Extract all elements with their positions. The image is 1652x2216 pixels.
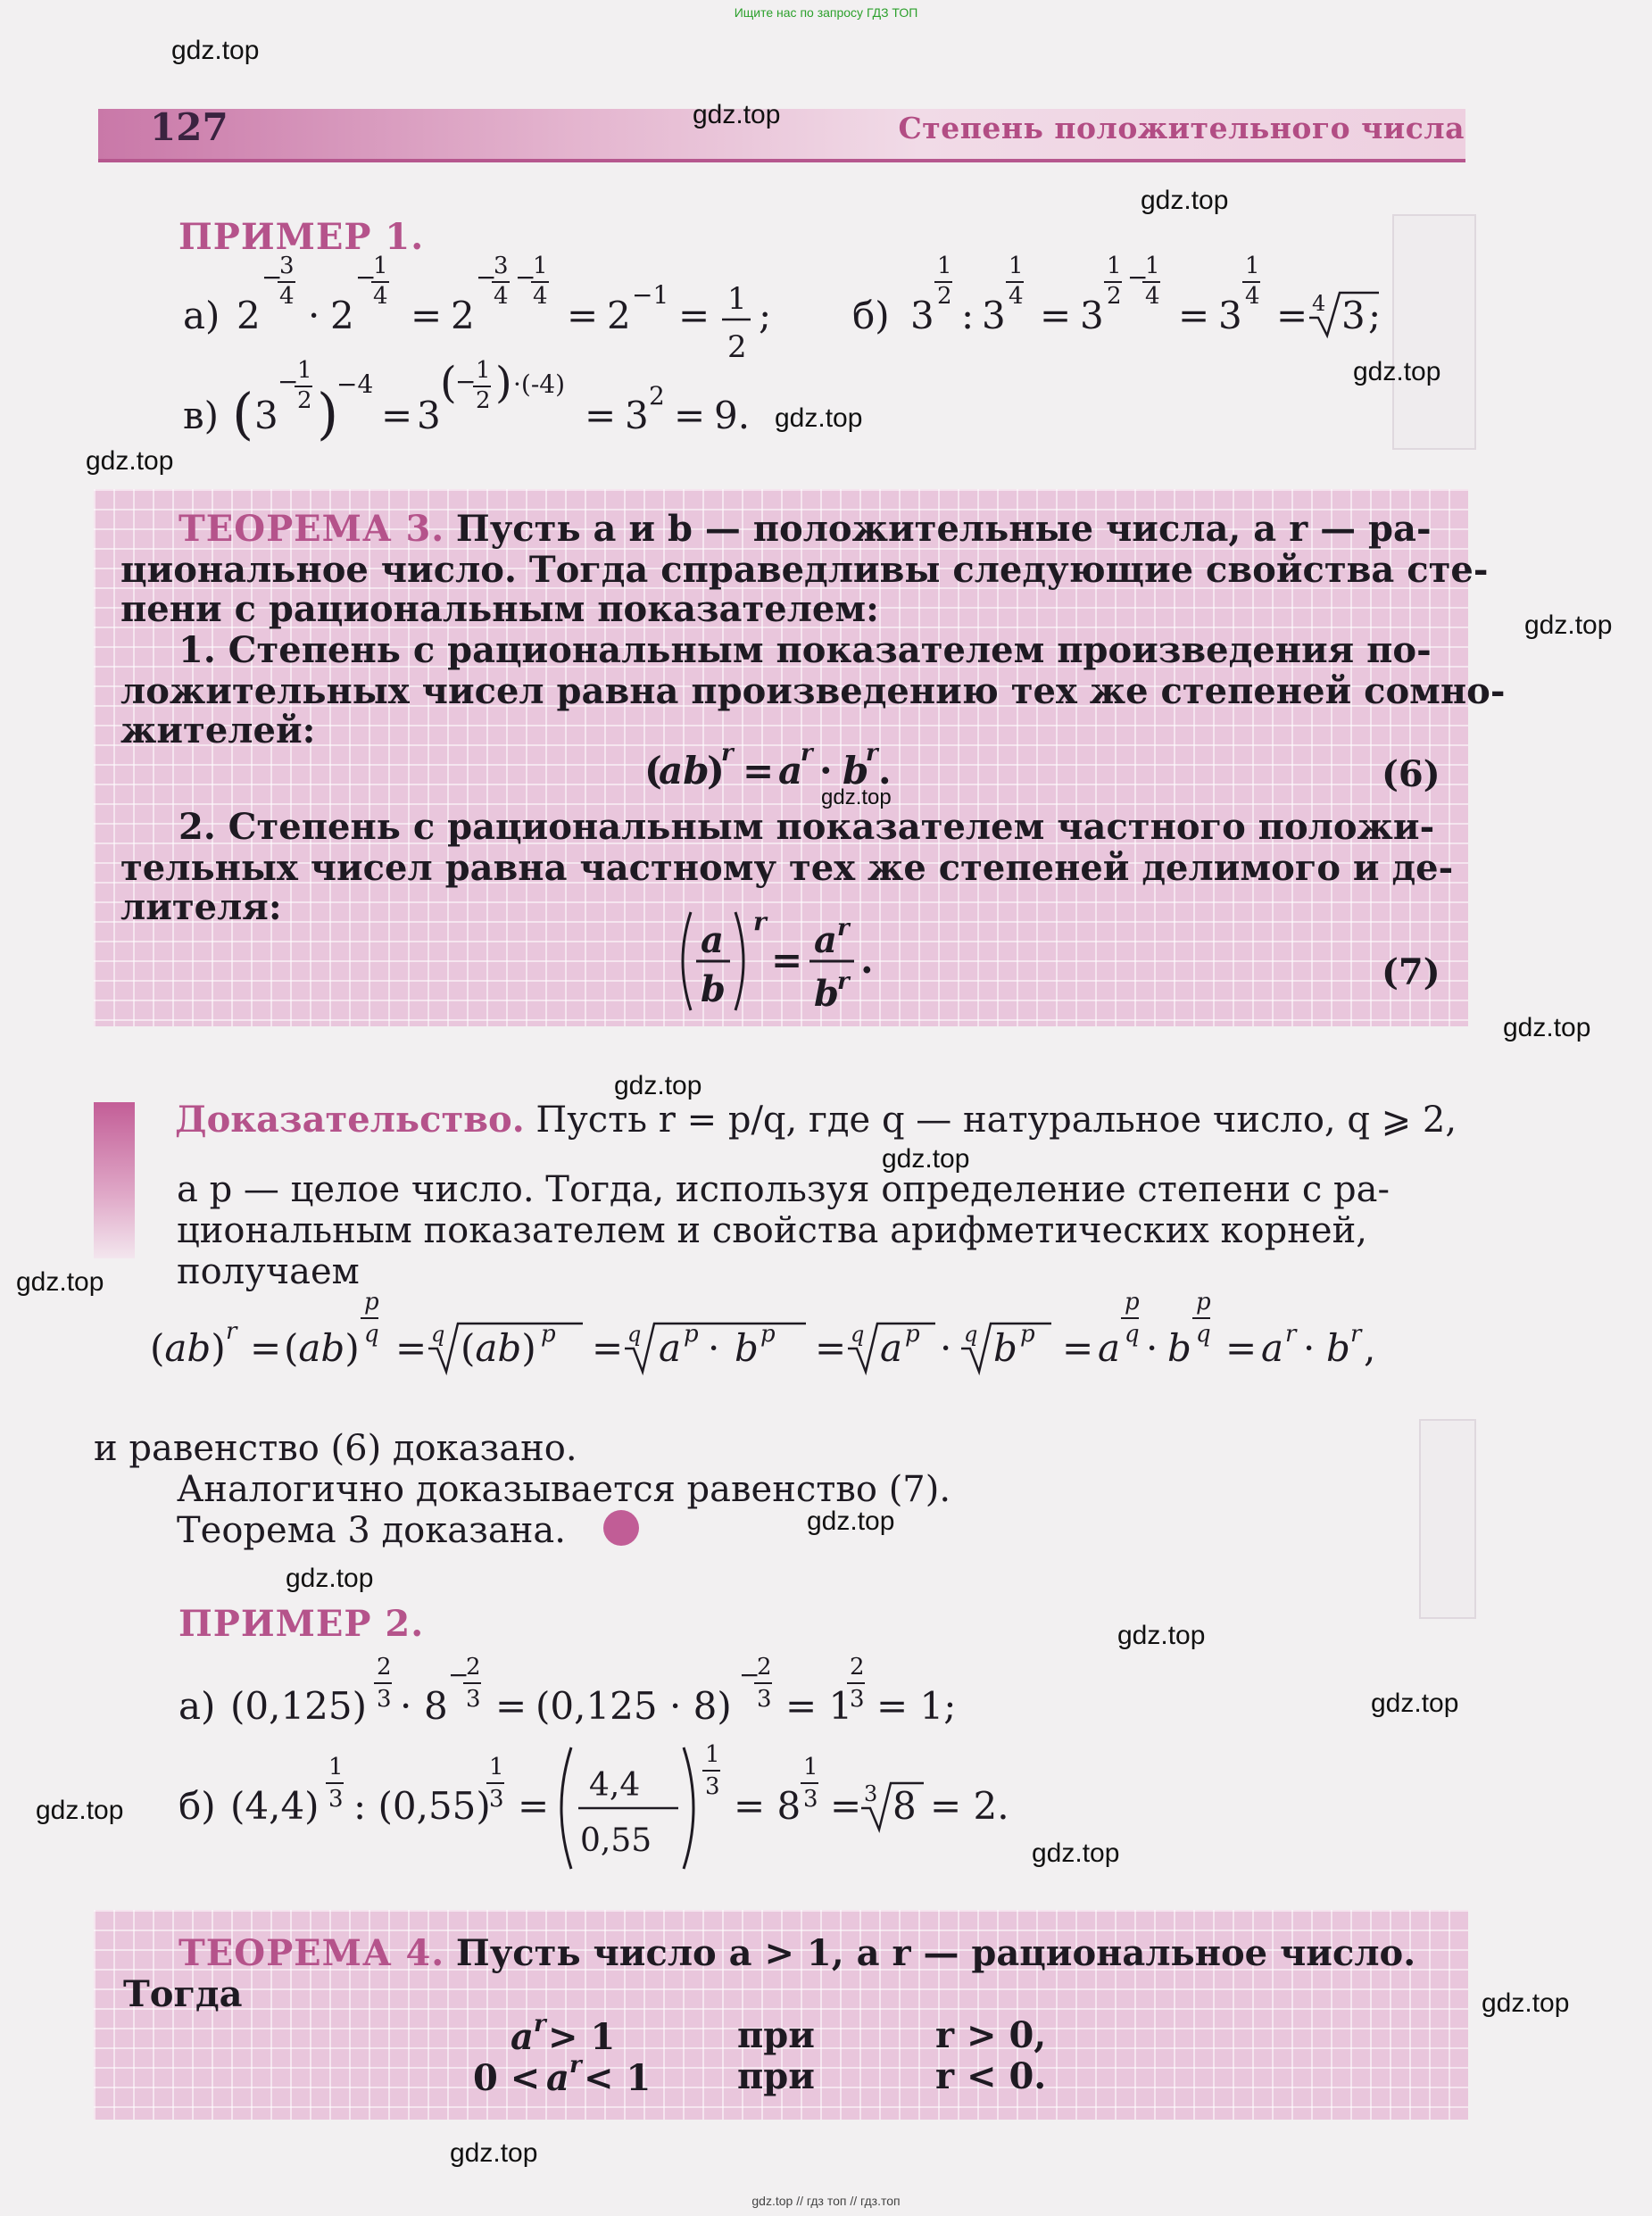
proof-line6: Аналогично доказывается равенство (7). bbox=[177, 1469, 951, 1510]
svg-text:p: p bbox=[760, 1321, 776, 1348]
svg-text:): ) bbox=[495, 358, 512, 408]
svg-text:·: · bbox=[308, 294, 320, 337]
svg-text:2: 2 bbox=[850, 1654, 865, 1681]
svg-text:q: q bbox=[1196, 1321, 1211, 1348]
svg-text:3: 3 bbox=[705, 1773, 720, 1800]
svg-text:3: 3 bbox=[417, 394, 441, 437]
svg-text:2: 2 bbox=[330, 294, 354, 337]
svg-text:2: 2 bbox=[297, 387, 312, 414]
svg-text:1: 1 bbox=[705, 1741, 720, 1768]
svg-text:(0,125 · 8): (0,125 · 8) bbox=[535, 1684, 732, 1728]
svg-text:в): в) bbox=[183, 394, 220, 437]
svg-text:1: 1 bbox=[803, 1754, 818, 1780]
svg-text:0 <: 0 < bbox=[473, 2057, 541, 2099]
svg-text:·: · bbox=[1146, 1326, 1158, 1370]
svg-text:= 1: = 1 bbox=[785, 1684, 853, 1728]
watermark-gdz-top: gdz.top bbox=[614, 1071, 702, 1100]
svg-text:a: a bbox=[778, 749, 803, 793]
theorem3-intro-line1: Пусть a и b — положительные числа, а r — ра- bbox=[455, 508, 1432, 550]
svg-text:2: 2 bbox=[757, 1654, 772, 1681]
svg-text:r: r bbox=[721, 740, 734, 767]
svg-text:4: 4 bbox=[1312, 291, 1326, 316]
watermark-gdz-top: gdz.top bbox=[807, 1506, 895, 1536]
proof-line7: Теорема 3 доказана. bbox=[177, 1510, 566, 1551]
proof-title: Доказательство. bbox=[175, 1099, 525, 1141]
svg-text:−: − bbox=[278, 367, 299, 396]
svg-text:r: r bbox=[866, 740, 878, 767]
svg-text:2: 2 bbox=[1107, 283, 1122, 310]
theorem4-row2-formula bbox=[473, 2052, 669, 2101]
svg-text:p: p bbox=[905, 1321, 920, 1348]
svg-text:3: 3 bbox=[864, 1781, 878, 1806]
svg-text:(: ( bbox=[232, 381, 254, 446]
svg-text:=: = bbox=[674, 394, 706, 437]
page-number: 127 bbox=[150, 105, 228, 149]
proof-formula bbox=[150, 1290, 1417, 1415]
svg-text::: : bbox=[961, 294, 975, 337]
svg-text:3: 3 bbox=[1341, 294, 1366, 337]
svg-text:p: p bbox=[684, 1321, 699, 1348]
svg-text:=: = bbox=[1225, 1326, 1258, 1370]
svg-text:(: ( bbox=[644, 749, 662, 793]
watermark-gdz-top: gdz.top bbox=[1524, 610, 1613, 640]
svg-text:=: = bbox=[518, 1784, 550, 1828]
svg-text:a: a bbox=[880, 1326, 903, 1370]
svg-text:4,4: 4,4 bbox=[589, 1767, 641, 1804]
watermark-gdz-top: gdz.top bbox=[1141, 186, 1229, 215]
svg-text:4: 4 bbox=[279, 283, 295, 310]
theorem3-intro-line3: пени с рациональным показателем: bbox=[120, 588, 879, 630]
watermark-gdz-top: gdz.top bbox=[1503, 1013, 1591, 1042]
svg-text:=: = bbox=[567, 294, 599, 337]
svg-text:a: a bbox=[814, 919, 837, 961]
svg-text:(ab): (ab) bbox=[150, 1326, 226, 1370]
svg-text:а): а) bbox=[183, 294, 220, 337]
svg-text:r: r bbox=[1285, 1321, 1297, 1348]
svg-text:q: q bbox=[627, 1322, 642, 1347]
svg-text:3: 3 bbox=[757, 1686, 772, 1713]
theorem3-heading: ТЕОРЕМА 3. bbox=[178, 508, 445, 550]
watermark-gdz-top: gdz.top bbox=[1353, 357, 1441, 386]
formula-7 bbox=[671, 903, 903, 1037]
theorem3-property2-line2: тельных чисел равна частному тех же степеней делимого и де- bbox=[120, 847, 1454, 889]
watermark-gdz-top: gdz.top bbox=[86, 446, 174, 476]
svg-text:p: p bbox=[541, 1321, 556, 1348]
watermark-gdz-top: gdz.top bbox=[16, 1267, 104, 1297]
theorem4-row1-word: при bbox=[737, 2014, 815, 2056]
svg-text:=: = bbox=[815, 1326, 847, 1370]
svg-text:4: 4 bbox=[494, 283, 509, 310]
svg-text:0,55: 0,55 bbox=[580, 1822, 652, 1859]
svg-text:= 8: = 8 bbox=[734, 1784, 801, 1828]
svg-text:b: b bbox=[735, 1326, 759, 1370]
svg-text:2: 2 bbox=[607, 294, 631, 337]
svg-text:r: r bbox=[226, 1318, 237, 1345]
header-rule bbox=[98, 159, 1465, 162]
svg-text:a: a bbox=[1261, 1326, 1284, 1370]
svg-text:r: r bbox=[534, 2011, 546, 2038]
svg-text:a: a bbox=[701, 919, 724, 961]
watermark-gdz-top: gdz.top bbox=[882, 1144, 970, 1174]
theorem3-property2-line1: 2. Степень с рациональным показателем частного положи- bbox=[178, 806, 1435, 848]
svg-text:=: = bbox=[1276, 294, 1308, 337]
svg-text:3: 3 bbox=[910, 294, 934, 337]
svg-text:2: 2 bbox=[377, 1654, 392, 1681]
theorem4-row1-formula bbox=[511, 2011, 627, 2060]
svg-text:3: 3 bbox=[625, 394, 649, 437]
proof-line1 bbox=[175, 1100, 1457, 1141]
svg-text:(0,125): (0,125) bbox=[230, 1684, 368, 1728]
svg-text:;: ; bbox=[1368, 294, 1382, 337]
svg-text:=: = bbox=[743, 749, 775, 793]
svg-text:3: 3 bbox=[494, 253, 509, 279]
svg-text:8: 8 bbox=[892, 1784, 917, 1828]
example1-v-formula bbox=[183, 357, 808, 460]
top-note: Ищите нас по запросу ГДЗ ТОП bbox=[734, 5, 918, 20]
svg-text:=: = bbox=[395, 1326, 428, 1370]
svg-text:−: − bbox=[355, 262, 377, 292]
example2-a-formula bbox=[178, 1647, 982, 1746]
svg-text:4: 4 bbox=[1245, 283, 1260, 310]
svg-text:3: 3 bbox=[982, 294, 1006, 337]
svg-text:3: 3 bbox=[1218, 294, 1242, 337]
bleed-through-region bbox=[1419, 1419, 1476, 1619]
svg-text:): ) bbox=[707, 749, 725, 793]
svg-text:а): а) bbox=[178, 1684, 216, 1728]
equation-number-7: (7) bbox=[1382, 951, 1440, 993]
svg-text:3: 3 bbox=[489, 1786, 504, 1813]
svg-text:·: · bbox=[708, 1326, 720, 1370]
svg-text:б): б) bbox=[178, 1784, 216, 1828]
svg-text:−1: −1 bbox=[632, 280, 669, 310]
svg-text:4: 4 bbox=[533, 283, 548, 310]
example1-v bbox=[183, 357, 808, 469]
svg-text:9.: 9. bbox=[714, 394, 751, 437]
svg-text:1: 1 bbox=[1107, 253, 1122, 279]
theorem4-heading: ТЕОРЕМА 4. bbox=[178, 1932, 445, 1974]
svg-text:r: r bbox=[801, 740, 813, 767]
svg-text:2: 2 bbox=[466, 1654, 481, 1681]
end-of-proof-marker bbox=[603, 1510, 639, 1546]
svg-text:ab: ab bbox=[659, 749, 710, 793]
svg-text:3: 3 bbox=[254, 394, 278, 437]
svg-text:=: = bbox=[381, 394, 413, 437]
svg-text:2: 2 bbox=[937, 283, 952, 310]
theorem3-property2-line3: лителя: bbox=[120, 886, 282, 928]
svg-text:p: p bbox=[364, 1289, 379, 1315]
svg-text:a: a bbox=[511, 2016, 534, 2058]
svg-text:1: 1 bbox=[373, 253, 388, 279]
watermark-gdz-top: gdz.top bbox=[693, 100, 781, 129]
svg-text:=: = bbox=[1178, 294, 1210, 337]
svg-text:2: 2 bbox=[451, 294, 475, 337]
theorem4-row1-cond: r > 0, bbox=[935, 2014, 1047, 2056]
svg-text:1: 1 bbox=[1145, 253, 1160, 279]
svg-text:b: b bbox=[814, 973, 839, 1015]
svg-text:> 1: > 1 bbox=[548, 2016, 616, 2058]
proof-line1-text: Пусть r = p/q, где q — натуральное число, q ⩾ 2, bbox=[535, 1100, 1457, 1141]
svg-text:.: . bbox=[860, 938, 874, 982]
svg-text:3: 3 bbox=[328, 1786, 344, 1813]
theorem3-line1 bbox=[178, 509, 1437, 550]
equation-number-6: (6) bbox=[1382, 753, 1440, 795]
watermark-gdz-top: gdz.top bbox=[450, 2138, 538, 2168]
example1-b bbox=[852, 253, 1424, 391]
proof-line2: а p — целое число. Тогда, используя определение степени с ра- bbox=[177, 1169, 1390, 1210]
svg-text:1: 1 bbox=[1009, 253, 1024, 279]
svg-text:1: 1 bbox=[727, 281, 747, 317]
svg-text:=: = bbox=[250, 1326, 282, 1370]
proof-line4: получаем bbox=[177, 1251, 360, 1292]
theorem4-row2-cond: r < 0. bbox=[935, 2055, 1047, 2097]
svg-text:·(-4): ·(-4) bbox=[513, 369, 566, 399]
svg-text:(4,4): (4,4) bbox=[230, 1784, 320, 1828]
svg-text:r: r bbox=[837, 968, 850, 995]
theorem4-row2-word: при bbox=[737, 2055, 815, 2097]
svg-text:·: · bbox=[400, 1684, 412, 1728]
formula-7-graphic bbox=[671, 903, 903, 1028]
svg-text:3: 3 bbox=[377, 1686, 392, 1713]
theorem4-intro: Пусть число a > 1, а r — рациональное число. bbox=[455, 1932, 1416, 1974]
svg-text:= 2.: = 2. bbox=[930, 1784, 1009, 1828]
theorem4-row2-expr bbox=[473, 2052, 669, 2110]
page-title: Степень положительного числа bbox=[898, 111, 1465, 145]
svg-text:b: b bbox=[1167, 1326, 1191, 1370]
svg-text:(ab): (ab) bbox=[284, 1326, 360, 1370]
svg-text:r: r bbox=[1350, 1321, 1362, 1348]
svg-text:=: = bbox=[592, 1326, 624, 1370]
svg-text:b: b bbox=[701, 968, 726, 1010]
svg-text:3: 3 bbox=[466, 1686, 481, 1713]
svg-text:2: 2 bbox=[237, 294, 261, 337]
watermark-gdz-top: gdz.top bbox=[1371, 1689, 1459, 1718]
theorem4-line1 bbox=[178, 1933, 1415, 1974]
svg-text:2: 2 bbox=[649, 381, 665, 411]
bottom-note: gdz.top // гдз топ // гдз.топ bbox=[751, 2194, 901, 2208]
svg-text:·: · bbox=[819, 749, 833, 793]
svg-text:−: − bbox=[455, 367, 477, 396]
svg-text:a: a bbox=[546, 2057, 569, 2099]
example2-b bbox=[178, 1739, 1026, 1881]
svg-text:r: r bbox=[837, 915, 850, 942]
svg-text:b: b bbox=[843, 749, 869, 793]
svg-text:;: ; bbox=[759, 294, 772, 337]
svg-text:3: 3 bbox=[803, 1786, 818, 1813]
svg-text:1: 1 bbox=[476, 357, 491, 384]
svg-text:q: q bbox=[431, 1322, 445, 1347]
theorem3-property1-line2: ложительных чисел равна произведению тех же степеней сомно- bbox=[120, 670, 1506, 712]
svg-text:p: p bbox=[1020, 1321, 1035, 1348]
svg-text:·: · bbox=[1303, 1326, 1316, 1370]
svg-text:1: 1 bbox=[533, 253, 548, 279]
svg-text:: (0,55): : (0,55) bbox=[353, 1784, 491, 1828]
watermark-gdz-top: gdz.top bbox=[775, 403, 863, 433]
watermark-gdz-top: gdz.top bbox=[171, 36, 260, 65]
svg-text:a: a bbox=[1098, 1326, 1121, 1370]
example1-heading: ПРИМЕР 1. bbox=[178, 216, 425, 258]
svg-text:−4: −4 bbox=[336, 369, 374, 399]
watermark-gdz-top: gdz.top bbox=[1482, 1988, 1570, 2018]
svg-text:1: 1 bbox=[328, 1754, 344, 1780]
svg-text:1: 1 bbox=[297, 357, 312, 384]
svg-text:1: 1 bbox=[489, 1754, 504, 1780]
example2-b-formula bbox=[178, 1739, 1026, 1872]
watermark-gdz-top: gdz.top bbox=[1032, 1838, 1120, 1868]
svg-text:3: 3 bbox=[850, 1686, 865, 1713]
svg-text:=: = bbox=[678, 294, 710, 337]
proof-line5: и равенство (6) доказано. bbox=[94, 1428, 577, 1469]
theorem4-then: Тогда bbox=[123, 1973, 243, 2015]
svg-text:q: q bbox=[364, 1321, 379, 1348]
proof-marker-bar bbox=[94, 1102, 135, 1258]
svg-text:8: 8 bbox=[424, 1684, 448, 1728]
proof-formula-graphic bbox=[150, 1290, 1417, 1406]
svg-text:4: 4 bbox=[1145, 283, 1160, 310]
svg-text:p: p bbox=[1125, 1289, 1140, 1315]
svg-text:3: 3 bbox=[279, 253, 295, 279]
svg-text:(ab): (ab) bbox=[461, 1326, 536, 1370]
svg-text:p: p bbox=[1196, 1289, 1211, 1315]
svg-text:= 1;: = 1; bbox=[876, 1684, 957, 1728]
svg-text:,: , bbox=[1364, 1326, 1376, 1370]
svg-text:q: q bbox=[851, 1322, 865, 1347]
svg-text:2: 2 bbox=[476, 387, 491, 414]
watermark-gdz-top: gdz.top bbox=[286, 1564, 374, 1593]
svg-text:r: r bbox=[753, 907, 767, 936]
example2-heading: ПРИМЕР 2. bbox=[178, 1603, 425, 1645]
svg-text:=: = bbox=[771, 938, 803, 982]
svg-text:4: 4 bbox=[373, 283, 388, 310]
svg-text:4: 4 bbox=[1009, 283, 1024, 310]
watermark-gdz-top: gdz.top bbox=[36, 1796, 124, 1825]
svg-text:=: = bbox=[585, 394, 617, 437]
watermark-gdz-top: gdz.top bbox=[1117, 1621, 1206, 1650]
svg-text:·: · bbox=[940, 1326, 952, 1370]
proof-line3: циональным показателем и свойства арифметических корней, bbox=[177, 1210, 1367, 1251]
svg-text:−: − bbox=[739, 1660, 760, 1689]
svg-text:1: 1 bbox=[937, 253, 952, 279]
svg-text:=: = bbox=[1062, 1326, 1094, 1370]
theorem3-property1-line3: жителей: bbox=[120, 710, 316, 751]
svg-text:−: − bbox=[515, 262, 536, 292]
svg-text:< 1: < 1 bbox=[584, 2057, 652, 2099]
theorem3-property1-line1: 1. Степень с рациональным показателем произведения по- bbox=[178, 629, 1432, 671]
svg-text:): ) bbox=[317, 381, 339, 446]
svg-text:−: − bbox=[1127, 262, 1149, 292]
svg-text:−: − bbox=[448, 1660, 469, 1689]
svg-text:.: . bbox=[878, 749, 892, 793]
svg-text:q: q bbox=[1125, 1321, 1140, 1348]
svg-text:=: = bbox=[830, 1784, 862, 1828]
svg-text:3: 3 bbox=[1080, 294, 1104, 337]
example1-b-formula bbox=[852, 253, 1424, 382]
svg-text:q: q bbox=[964, 1322, 978, 1347]
svg-text:1: 1 bbox=[1245, 253, 1260, 279]
svg-text:b: b bbox=[1326, 1326, 1350, 1370]
theorem3-intro-line2: циональное число. Тогда справедливы следующие свойства сте- bbox=[120, 549, 1489, 591]
svg-text:−: − bbox=[476, 262, 497, 292]
watermark-gdz-top: gdz.top bbox=[821, 785, 892, 809]
svg-text:b: b bbox=[993, 1326, 1017, 1370]
svg-text:r: r bbox=[569, 2052, 582, 2079]
svg-text:=: = bbox=[411, 294, 443, 337]
svg-text:−: − bbox=[261, 262, 283, 292]
svg-text:a: a bbox=[659, 1326, 682, 1370]
svg-text:=: = bbox=[1040, 294, 1072, 337]
svg-text:=: = bbox=[495, 1684, 527, 1728]
svg-text:2: 2 bbox=[727, 329, 747, 365]
svg-text:(: ( bbox=[440, 358, 457, 408]
svg-text:б): б) bbox=[852, 294, 890, 337]
